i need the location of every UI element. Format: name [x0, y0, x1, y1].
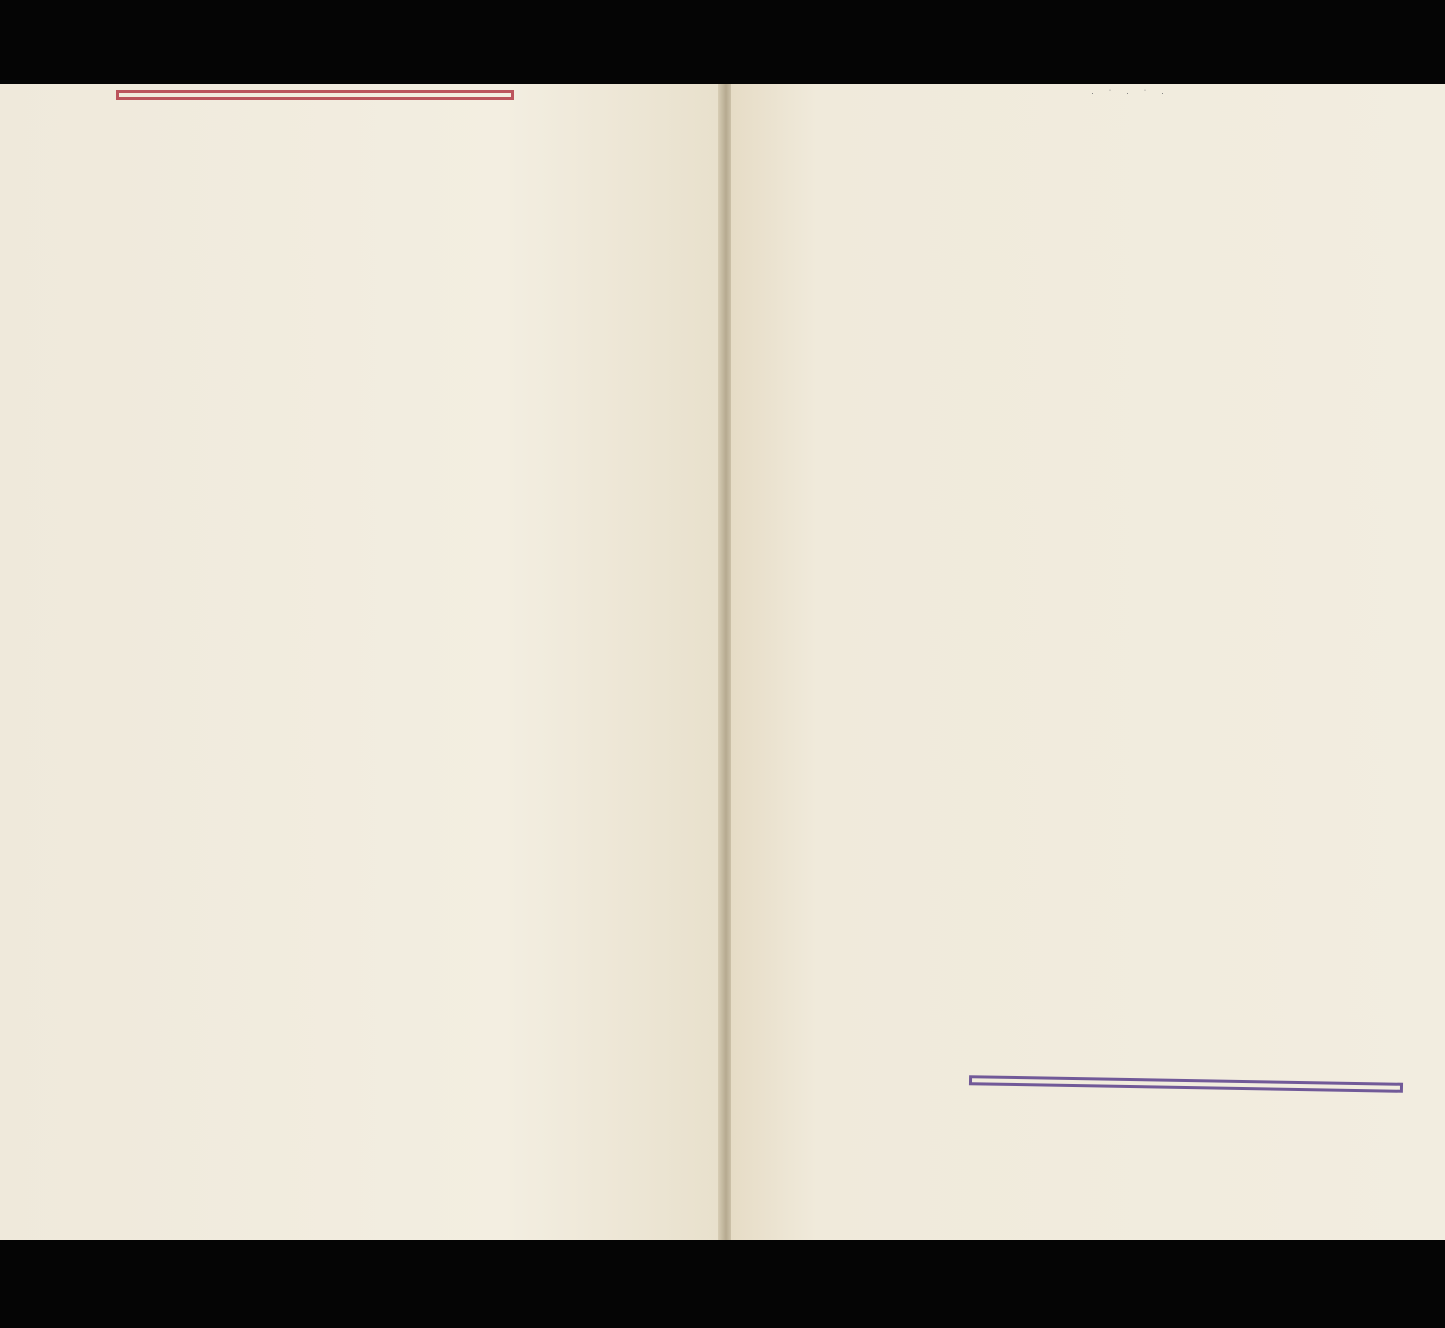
university-stamp-left: [116, 90, 514, 100]
left-page: [0, 84, 722, 1240]
paper-specks: · ˈ · ˈ ·: [1091, 88, 1170, 98]
available-catalogue-text: [851, 975, 1427, 988]
right-page: [731, 84, 1445, 1240]
